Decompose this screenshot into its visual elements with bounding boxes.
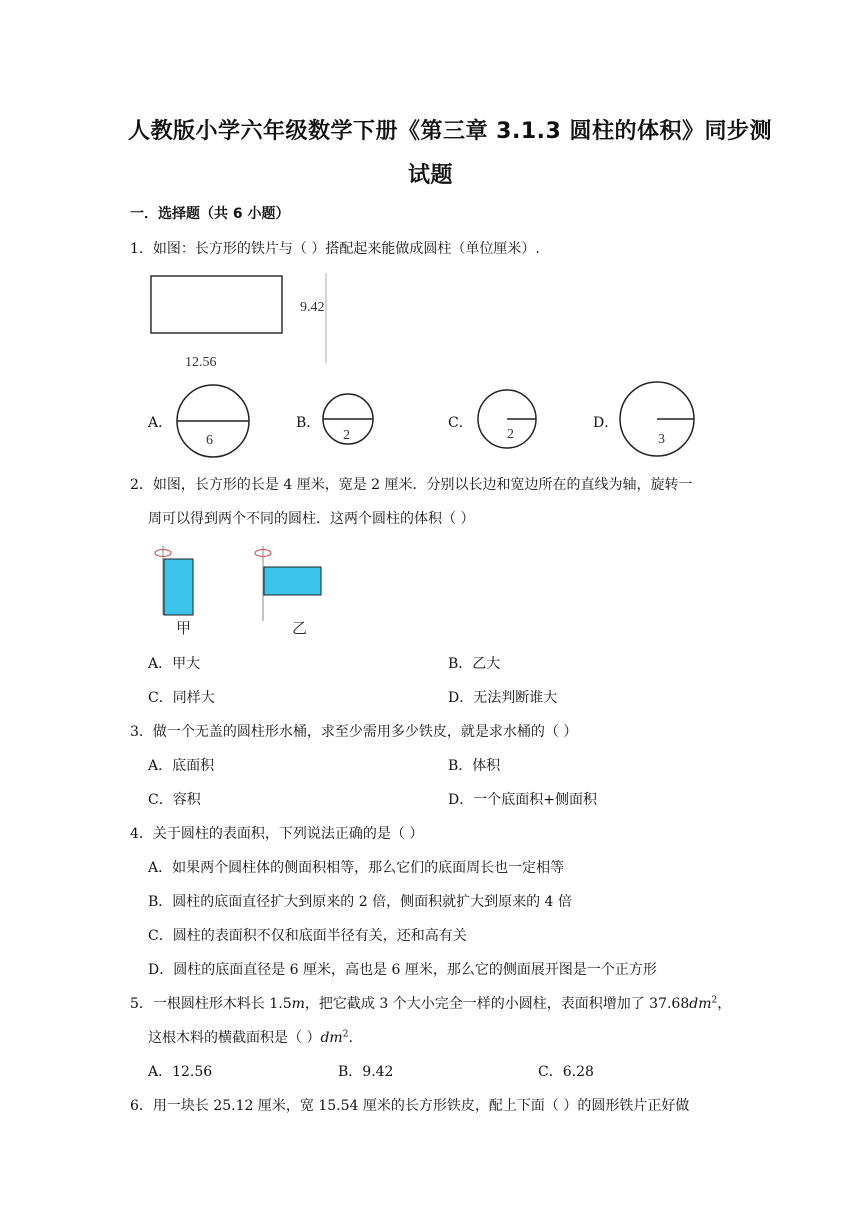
q1-option-c-label: C． — [448, 415, 473, 431]
q5-text-part: ，把它截成 3 个大小完全一样的小圆柱，表面积增加了 37.68 — [304, 996, 690, 1012]
q1-option-c-circle — [472, 387, 542, 453]
q2-option-a: A．甲大 — [148, 656, 201, 672]
q2-option-d: D．无法判断谁大 — [448, 690, 558, 706]
q1-rectangle-figure — [140, 268, 340, 372]
q4-option-c: C．圆柱的表面积不仅和底面半径有关，还和高有关 — [148, 928, 467, 944]
question-6-text: 6．用一块长 25.12 厘米，宽 15.54 厘米的长方形铁皮，配上下面（ ）的圆形铁片正好做 — [130, 1098, 690, 1114]
circle-label: 6 — [206, 433, 213, 448]
unit-superscript: 2 — [711, 995, 718, 1006]
iron-sheet-rectangle — [151, 276, 282, 333]
q4-option-a: A．如果两个圆柱体的侧面积相等，那么它们的底面周长也一定相等 — [148, 860, 565, 876]
question-2-text-line2: 周可以得到两个不同的圆柱．这两个圆柱的体积（ ） — [148, 511, 475, 527]
q2-option-c: C．同样大 — [148, 690, 215, 706]
q5-text-part: . — [348, 1030, 353, 1046]
unit-m: m — [291, 996, 305, 1012]
circle-label: 3 — [658, 432, 665, 447]
q5-option-a: A．12.56 — [148, 1064, 213, 1080]
question-4-text: 4．关于圆柱的表面积，下列说法正确的是（ ） — [130, 826, 424, 842]
q1-option-a-label: A． — [148, 415, 173, 431]
section-heading: 一．选择题（共 6 小题） — [130, 206, 290, 222]
q1-option-d-label: D． — [593, 415, 619, 431]
q2-option-b: B．乙大 — [448, 656, 501, 672]
q5-option-c: C．6.28 — [538, 1064, 594, 1080]
circle-label: 2 — [507, 427, 514, 442]
q1-option-a-circle — [172, 382, 256, 462]
unit-dm: dm — [689, 996, 712, 1012]
page-title-continued: 试题 — [408, 163, 454, 188]
rect-width-label: 12.56 — [185, 355, 217, 370]
rect-height-label: 9.42 — [300, 300, 325, 315]
question-5-text-line2 — [148, 1027, 353, 1047]
question-2-text-line1: 2．如图，长方形的长是 4 厘米，宽是 2 厘米．分别以长边和宽边所在的直线为轴，旋转一 — [130, 477, 693, 493]
figure-label-yi: 乙 — [292, 621, 308, 637]
question-3-text: 3．做一个无盖的圆柱形水桶，求至少需用多少铁皮，就是求水桶的（ ） — [130, 724, 578, 740]
q5-option-b: B．9.42 — [338, 1064, 394, 1080]
q1-option-d-circle — [616, 378, 700, 462]
unit-dm: dm — [320, 1030, 343, 1046]
q3-option-d: D．一个底面积+侧面积 — [448, 792, 597, 808]
q3-option-b: B．体积 — [448, 758, 501, 774]
q3-option-c: C．容积 — [148, 792, 201, 808]
unit-superscript: 2 — [342, 1029, 349, 1040]
rectangle-jia — [164, 559, 193, 615]
q1-option-b-label: B． — [296, 415, 321, 431]
q1-option-b-circle — [318, 392, 378, 448]
q2-rotation-figure — [148, 543, 330, 637]
q3-option-a: A．底面积 — [148, 758, 215, 774]
question-5-text-line1 — [130, 993, 731, 1013]
circle-label: 2 — [343, 428, 350, 443]
q5-text-part: ， — [717, 996, 732, 1012]
q5-text-part: 这根木料的横截面积是（ ） — [148, 1030, 321, 1046]
q4-option-d: D．圆柱的底面直径是 6 厘米，高也是 6 厘米，那么它的侧面展开图是一个正方形 — [148, 962, 657, 978]
q4-option-b: B．圆柱的底面直径扩大到原来的 2 倍，侧面积就扩大到原来的 4 倍 — [148, 894, 572, 910]
q5-text-part: 5．一根圆柱形木料长 1.5 — [130, 996, 292, 1012]
question-1-text: 1．如图：长方形的铁片与（ ）搭配起来能做成圆柱（单位厘米）. — [130, 241, 540, 257]
rectangle-yi — [264, 567, 321, 595]
figure-label-jia: 甲 — [176, 621, 192, 637]
page-title: 人教版小学六年级数学下册《第三章 3.1.3 圆柱的体积》同步测 — [128, 119, 772, 144]
